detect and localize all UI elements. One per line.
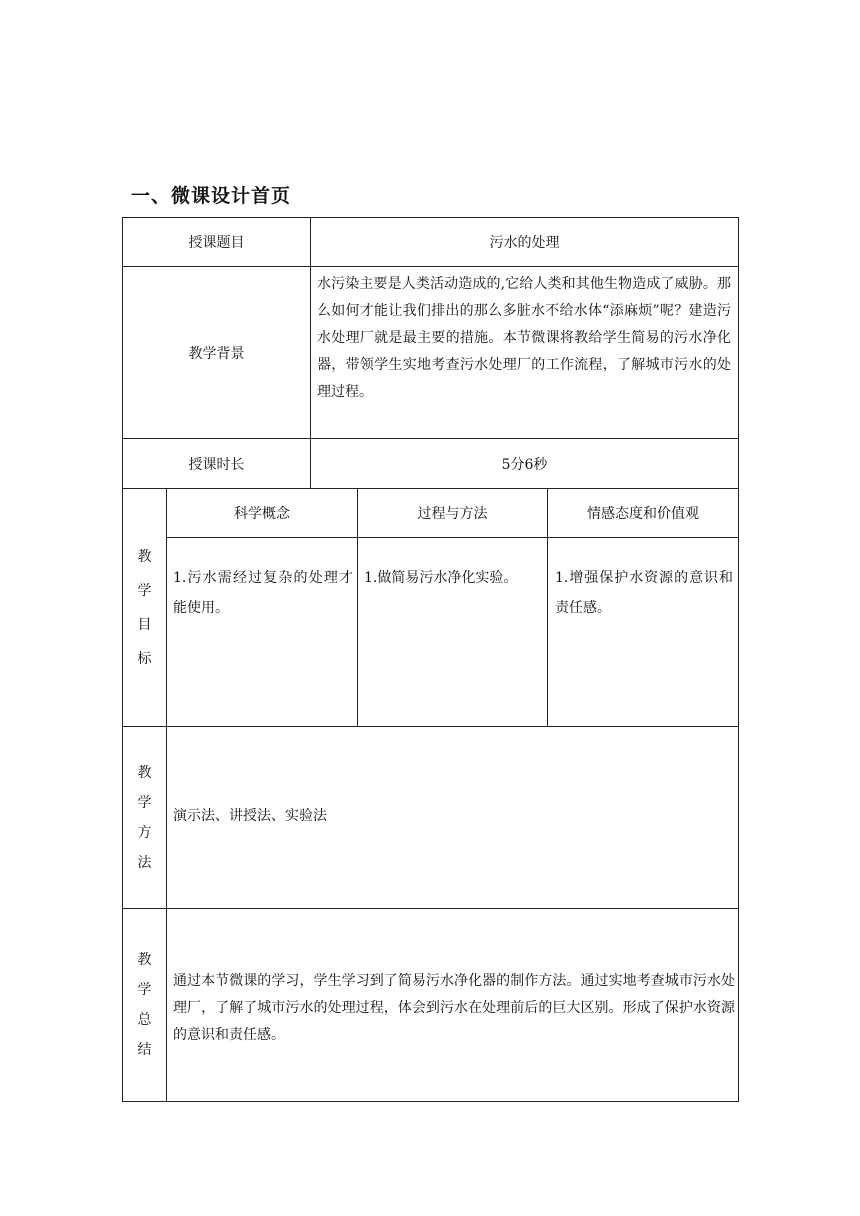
topic-value: 污水的处理 [489,235,560,251]
duration-label: 授课时长 [188,456,245,473]
objectives-header-attitudes-values: 情感态度和价值观 [587,506,699,522]
methods-content: 演示法、讲授法、实验法 [173,808,327,824]
side-label-char: 目 [137,616,152,633]
background-label: 教学背景 [188,345,245,362]
objectives-content-science-concepts: 1.污水需经过复杂的处理才能使用。 [173,570,353,616]
summary-side-label [123,909,166,1101]
side-label-char: 教 [137,548,152,565]
row-divider [122,908,739,909]
objectives-content-process-methods: 1.做简易污水净化实验。 [364,570,518,586]
side-label-char: 结 [137,1042,152,1058]
side-label-char: 标 [137,650,152,667]
table-border-bottom [122,1101,739,1102]
page-heading: 一、微课设计首页 [131,185,292,207]
background-text: 水污染主要是人类活动造成的,它给人类和其他生物造成了威胁。那么如何才能让我们排出的那么多脏水不给水体“添麻烦”呢？建造污水处理厂就是最主要的措施。本节微课将教给学生简易的污水净化器，带领学生实地考查污水处理厂的工作流程，了解城市污水的处理过程。 [317,276,731,400]
table-border-right [738,217,739,1102]
side-label-char: 法 [137,854,152,871]
side-label-char: 教 [137,764,152,781]
side-label-char: 教 [137,952,152,968]
side-label-char: 总 [137,1012,152,1028]
topic-label: 授课题目 [188,235,245,251]
side-label-char: 学 [137,582,152,599]
objectives-header-science-concepts: 科学概念 [234,506,290,522]
duration-value: 5分6秒 [501,456,548,473]
objectives-side-label [123,489,166,726]
objectives-content-attitudes-values: 1.增强保护水资源的意识和责任感。 [555,570,733,616]
methods-side-label [123,727,166,908]
side-label-divider [166,488,167,1102]
side-label-char: 学 [137,982,152,998]
objectives-header-divider [166,537,739,538]
summary-content: 通过本节微课的学习，学生学习到了简易污水净化器的制作方法。通过实地考查城市污水处理厂，了解了城市污水的处理过程，体会到污水在处理前后的巨大区别。形成了保护水资源的意识和责任感。 [173,973,735,1043]
side-label-char: 学 [137,794,152,811]
row-divider [122,726,739,727]
side-label-char: 方 [137,824,152,841]
objectives-header-process-methods: 过程与方法 [417,506,488,522]
